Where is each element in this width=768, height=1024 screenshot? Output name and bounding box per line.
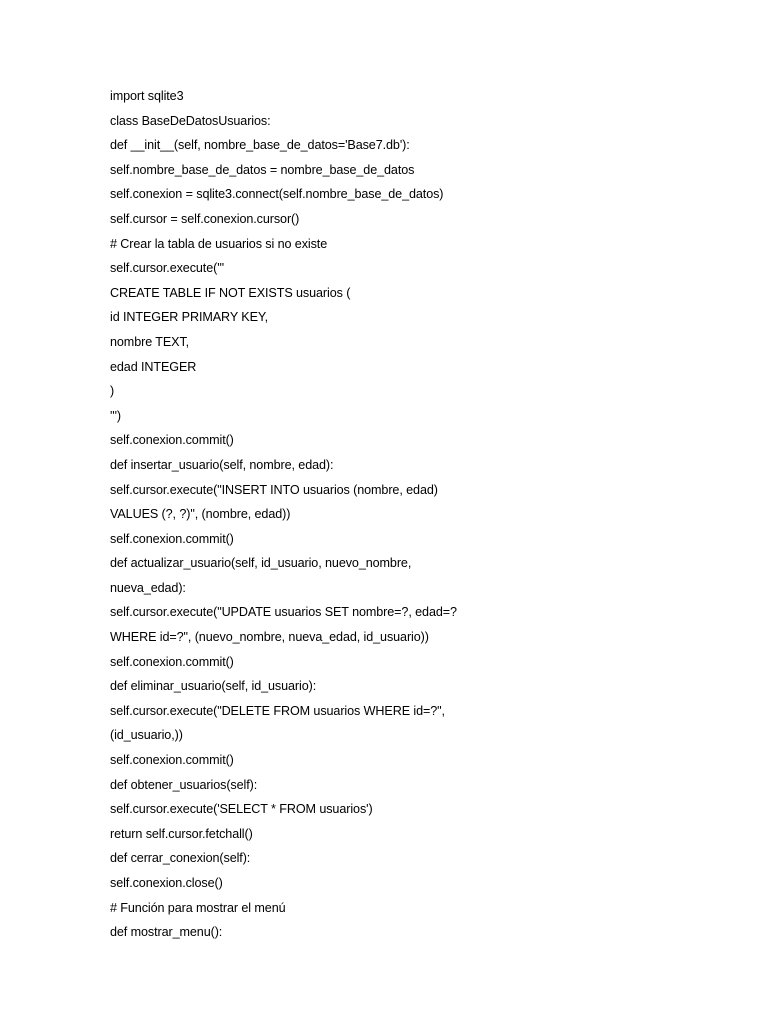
code-line: self.cursor.execute("DELETE FROM usuarios WHERE id=?", [110,703,445,718]
code-line: self.conexion.commit() [110,531,234,546]
code-line: import sqlite3 [110,89,184,103]
code-line: return self.cursor.fetchall() [110,826,253,841]
code-line: ) [110,384,115,399]
code-line: self.cursor.execute("INSERT INTO usuarios (nombre, edad) [110,482,438,497]
code-line: def cerrar_conexion(self): [110,851,251,866]
code-line: self.cursor = self.conexion.cursor() [110,211,300,226]
code-line: self.conexion.close() [110,876,223,890]
code-line: def actualizar_usuario(self, id_usuario, nuevo_nombre, [110,556,412,571]
code-line: self.conexion.commit() [110,753,234,768]
code-line: self.cursor.execute("UPDATE usuarios SET nombre=?, edad=? [110,605,457,620]
code-comment: # Crear la tabla de usuarios si no existe [110,236,328,251]
code-line: self.cursor.execute('SELECT * FROM usuarios') [110,802,373,817]
code-listing [110,84,730,945]
code-line: id INTEGER PRIMARY KEY, [110,310,268,325]
code-line: def __init__(self, nombre_base_de_datos='Base7.db'): [110,138,410,153]
code-line: def eliminar_usuario(self, id_usuario): [110,679,317,694]
code-line: self.conexion.commit() [110,654,234,669]
code-line: def obtener_usuarios(self): [110,777,258,792]
code-line: WHERE id=?", (nuevo_nombre, nueva_edad, id_usuario)) [110,630,429,645]
code-line: def mostrar_menu(): [110,925,223,940]
code-line: VALUES (?, ?)", (nombre, edad)) [110,507,291,522]
code-line: self.cursor.execute(''' [110,261,225,276]
code-line: edad INTEGER [110,359,197,374]
code-line: ''') [110,408,122,423]
code-line: nombre TEXT, [110,334,190,349]
code-comment: # Función para mostrar el menú [110,900,286,915]
code-line: self.nombre_base_de_datos = nombre_base_de_datos [110,162,415,177]
code-line: (id_usuario,)) [110,728,183,743]
code-line: CREATE TABLE IF NOT EXISTS usuarios ( [110,285,351,300]
code-line: def insertar_usuario(self, nombre, edad): [110,457,334,472]
code-line: self.conexion.commit() [110,433,234,448]
code-line: self.conexion = sqlite3.connect(self.nombre_base_de_datos) [110,187,444,202]
code-line: class BaseDeDatosUsuarios: [110,113,271,128]
code-line: nueva_edad): [110,580,186,595]
